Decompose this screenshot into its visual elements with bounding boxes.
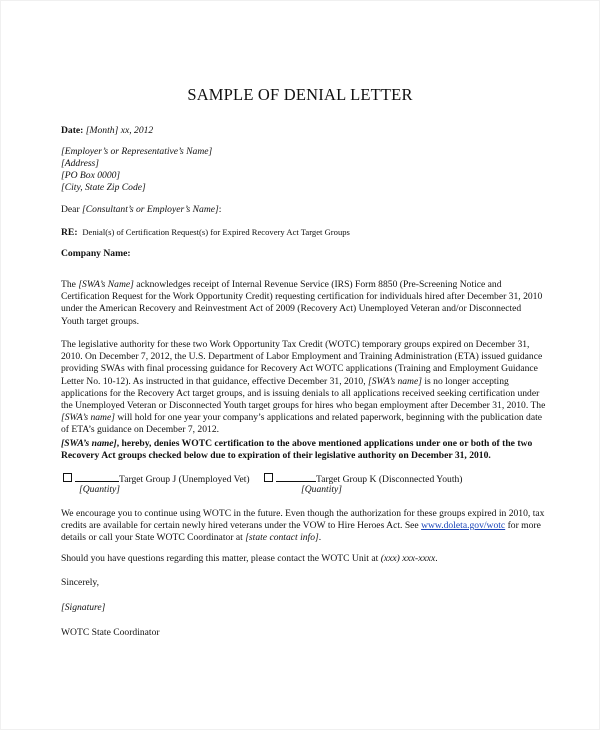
re-line (61, 226, 350, 239)
para-text: will hold for one year your company’s applications and related paperwork, beginning with the publication date of ETA’s guidance on December 7, 2012. (61, 412, 543, 436)
paragraph-encouragement (61, 508, 546, 545)
date-rest: xx, 2012 (120, 125, 154, 136)
para-text: acknowledges receipt of Internal Revenue Service (IRS) Form 8850 (Pre-Screening Notice and Certification Request for the Work Opportunity Credit) requesting certification for individuals hired after December 31, 2010 under the American Recovery and Reinvestment Act of 2009 (Recovery Act) Unemployed Veteran and/or Disconnected Youth target groups. (61, 279, 543, 327)
address-line: [PO Box 0000] (61, 170, 121, 181)
address-line: [Employer’s or Representative’s Name] (61, 146, 213, 157)
quantity-placeholder: [Quantity] (79, 484, 121, 495)
para-text: The (61, 279, 79, 290)
company-name-label: Company Name: (61, 248, 131, 259)
phone-placeholder: (xxx) xxx-xxxx (380, 553, 436, 564)
paragraph-questions (61, 553, 438, 565)
signature-placeholder: [Signature] (61, 602, 106, 613)
salutation (61, 204, 221, 216)
closing: Sincerely, (61, 577, 100, 588)
state-contact-placeholder: [state contact info] (245, 532, 319, 544)
page-title: SAMPLE OF DENIAL LETTER (187, 85, 413, 104)
salutation-suffix: : (218, 204, 222, 215)
date-month: [Month] (85, 125, 119, 136)
checkbox-group-j[interactable] (63, 473, 72, 482)
swa-name-placeholder: [SWA’s name] (61, 412, 115, 424)
para-text: We encourage you to continue using WOTC in the future. Even though the authorization for these groups expired in 2010, tax credits are available for certain newly hired veterans under the VOW to Hire Heroes Act. See (61, 508, 545, 532)
para-text: The legislative authority for these two Work Opportunity Tax Credit (WOTC) temporary groups expired on December 31, 2010. On December 7, 2012, the U.S. Department of Labor Employment and Training Administration (ETA) issued guidance providing SWAs with final processing guidance for Recovery Act WOTC applications (Training and Employment Guidance Letter No. 10-12). As instructed in that guidance, effective December 31, 2010, (61, 339, 543, 387)
salutation-name: [Consultant’s or Employer’s Name] (82, 204, 219, 215)
checkbox-group-k[interactable] (264, 473, 273, 482)
para-text: is no longer accepting applications for the Recovery Act target groups, and is issuing denials to all applications received seeking certification under the Unemployed Veteran or Disconnected Youth target groups for hires who began employment after December 31, 2010. The (61, 375, 546, 412)
para-text: Should you have questions regarding this matter, please contact the WOTC Unit at (61, 553, 381, 564)
quantity-placeholder: [Quantity] (301, 484, 343, 495)
para-text: for more details or call your State WOTC Coordinator at (61, 520, 541, 544)
swa-name-placeholder: [SWA’s Name] (78, 279, 134, 290)
quantity-blank (75, 472, 119, 482)
salutation-prefix: Dear (61, 204, 83, 215)
checkbox-label: Target Group K (Disconnected Youth) (316, 474, 463, 485)
paragraph-legislative-authority (61, 339, 546, 437)
quantity-blank (276, 472, 316, 482)
signer-title: WOTC State Coordinator (61, 627, 160, 638)
address-line: [City, State Zip Code] (61, 182, 146, 193)
para-text: . (435, 553, 438, 564)
swa-name-placeholder: [SWA’s name] (368, 375, 422, 387)
para-text: . (318, 532, 322, 544)
swa-name-placeholder: [SWA’s name] (61, 438, 117, 449)
re-text: Denial(s) of Certification Request(s) for Expired Recovery Act Target Groups (82, 227, 350, 237)
paragraph-denial (61, 438, 546, 462)
date-label: Date: (61, 125, 84, 136)
re-label: RE: (61, 227, 78, 238)
checkbox-label: Target Group J (Unemployed Vet) (119, 474, 250, 485)
para-text: , hereby, denies WOTC certification to the above mentioned applications under one or both of the two Recovery Act groups checked below due to expiration of their legislative authority on December 31, 2010. (61, 438, 533, 462)
date-line (61, 125, 153, 137)
doleta-link[interactable]: www.doleta.gov/wotc (421, 520, 506, 532)
address-line: [Address] (61, 158, 100, 169)
paragraph-acknowledgement (61, 279, 546, 328)
